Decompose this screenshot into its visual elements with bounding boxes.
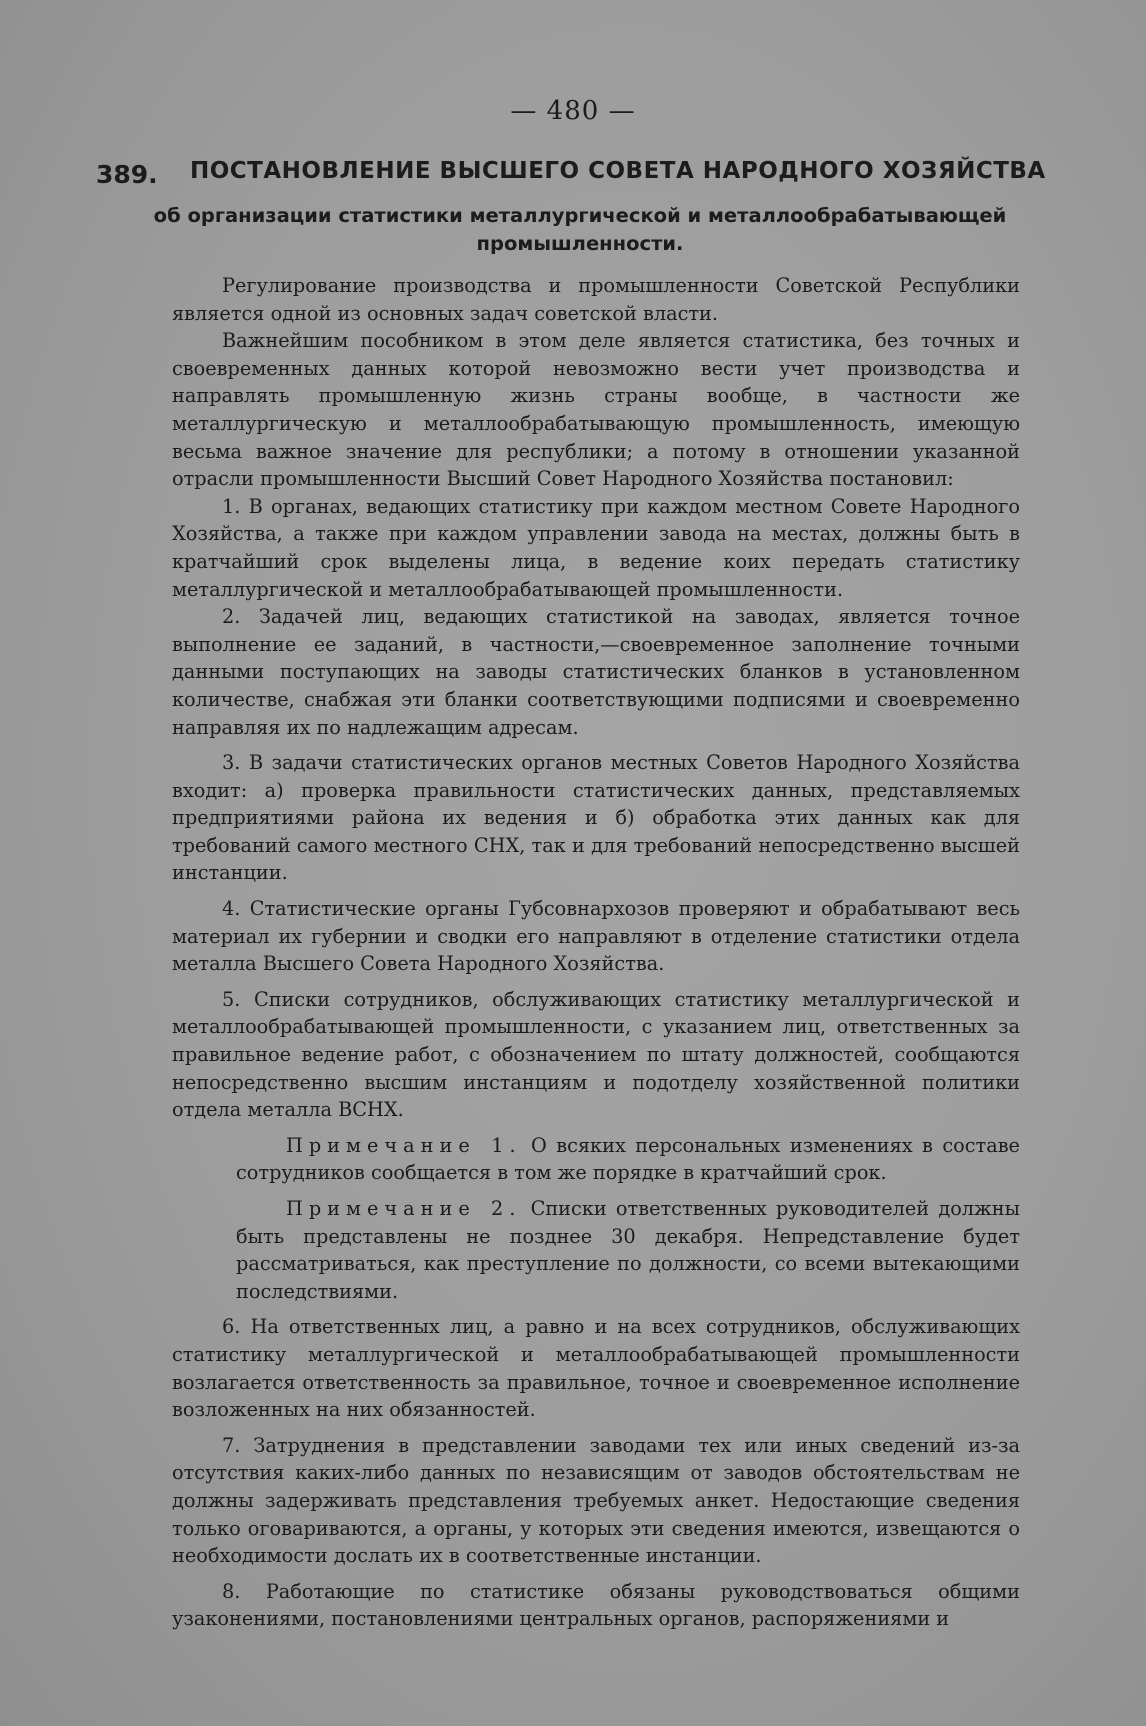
paragraph-item-3: 3. В задачи статистических органов местных Советов Народного Хозяйства входит: а) проверка правильности статистических данных, представляемых предприятиями района их ведения и б) обработка этих данных как для требований самого местного СНХ, так и для требований непосредственно высшей инстанции.	[172, 751, 1020, 885]
paragraph-item-8: 8. Работающие по статистике обязаны руководствоваться общими узаконениями, постановлениями центральных органов, распоряжениями и	[172, 1579, 1020, 1631]
paragraph-item-7: 7. Затруднения в представлении заводами тех или иных сведений из-за отсутствия каких-либо данных по независящим от заводов обстоятельствам не должны задерживать представления требуемых анкет. Недостающие сведения только оговариваются, а органы, у которых эти сведения имеются, извещаются о необходимости дослать их в соответственные инстанции.	[172, 1433, 1020, 1568]
note-2	[236, 1195, 1020, 1305]
paragraph-item-4: 4. Статистические органы Губсовнархозов проверяют и обрабатывают весь материал их губернии и сводки его направляют в отделение статистики отдела металла Высшего Совета Народного Хозяйства.	[172, 897, 1020, 976]
decree-subtitle: об организации статистики металлургической и металлообрабатывающей промышленности.	[153, 204, 1007, 255]
paragraph-item-5: 5. Списки сотрудников, обслуживающих статистику металлургической и металлообрабатывающей промышленности, с указанием лиц, ответственных за правильное ведение работ, с обозначением по штату должностей, сообщаются непосредственно высшим инстанциям и подотделу хозяйственной политики отдела металла ВСНХ.	[172, 987, 1020, 1122]
note-2-text: Списки ответственных руководителей должны быть представлены не позднее 30 декабря. Непредставление будет рассматриваться, как преступление по должности, со всеми вытекающими последствиями.	[236, 1197, 1020, 1303]
decree-body	[172, 272, 1020, 1633]
paragraph-intro: Регулирование производства и промышленности Советской Республики является одной из основных задач советской власти.	[172, 274, 1020, 325]
note-1	[236, 1132, 1020, 1187]
note-1-text: О всяких персональных изменениях в составе сотрудников сообщается в том же порядке в кратчайший срок.	[236, 1133, 1020, 1185]
decree-number: 389.	[96, 160, 158, 189]
note-2-label: Примечание 2.	[286, 1197, 522, 1220]
note-1-label: Примечание 1.	[286, 1133, 522, 1157]
paragraph-preamble: Важнейшим пособником в этом деле является статистика, без точных и своевременных данных которой невозможно вести учет производства и направлять промышленную жизнь страны вообще, в частности же металлургическую и металлообрабатывающую промышленность, имеющую весьма важное значение для республики; а потому в отношении указанной отрасли промышленности Высший Совет Народного Хозяйства постановил:	[172, 329, 1020, 491]
page-number: — 480 —	[510, 96, 636, 126]
paragraph-item-1: 1. В органах, ведающих статистику при каждом местном Совете Народного Хозяйства, а также при каждом управлении завода на местах, должны быть в кратчайший срок выделены лица, в ведение коих передать статистику металлургической и металлообрабатывающей промышленности.	[172, 494, 1020, 601]
decree-title: ПОСТАНОВЛЕНИЕ ВЫСШЕГО СОВЕТА НАРОДНОГО ХОЗЯЙСТВА	[190, 158, 1046, 184]
paragraph-item-2: 2. Задачей лиц, ведающих статистикой на заводах, является точное выполнение ее заданий, в частности,—своевременное заполнение точными данными поступающих на заводы статистических бланков в установленном количестве, снабжая эти бланки соответствующими подписями и своевременно направляя их по надлежащим адресам.	[172, 605, 1020, 739]
paragraph-item-6: 6. На ответственных лиц, а равно и на всех сотрудников, обслуживающих статистику металлургической и металлообрабатывающей промышленности возлагается ответственность за правильное, точное и своевременное исполнение возложенных на них обязанностей.	[172, 1315, 1020, 1422]
